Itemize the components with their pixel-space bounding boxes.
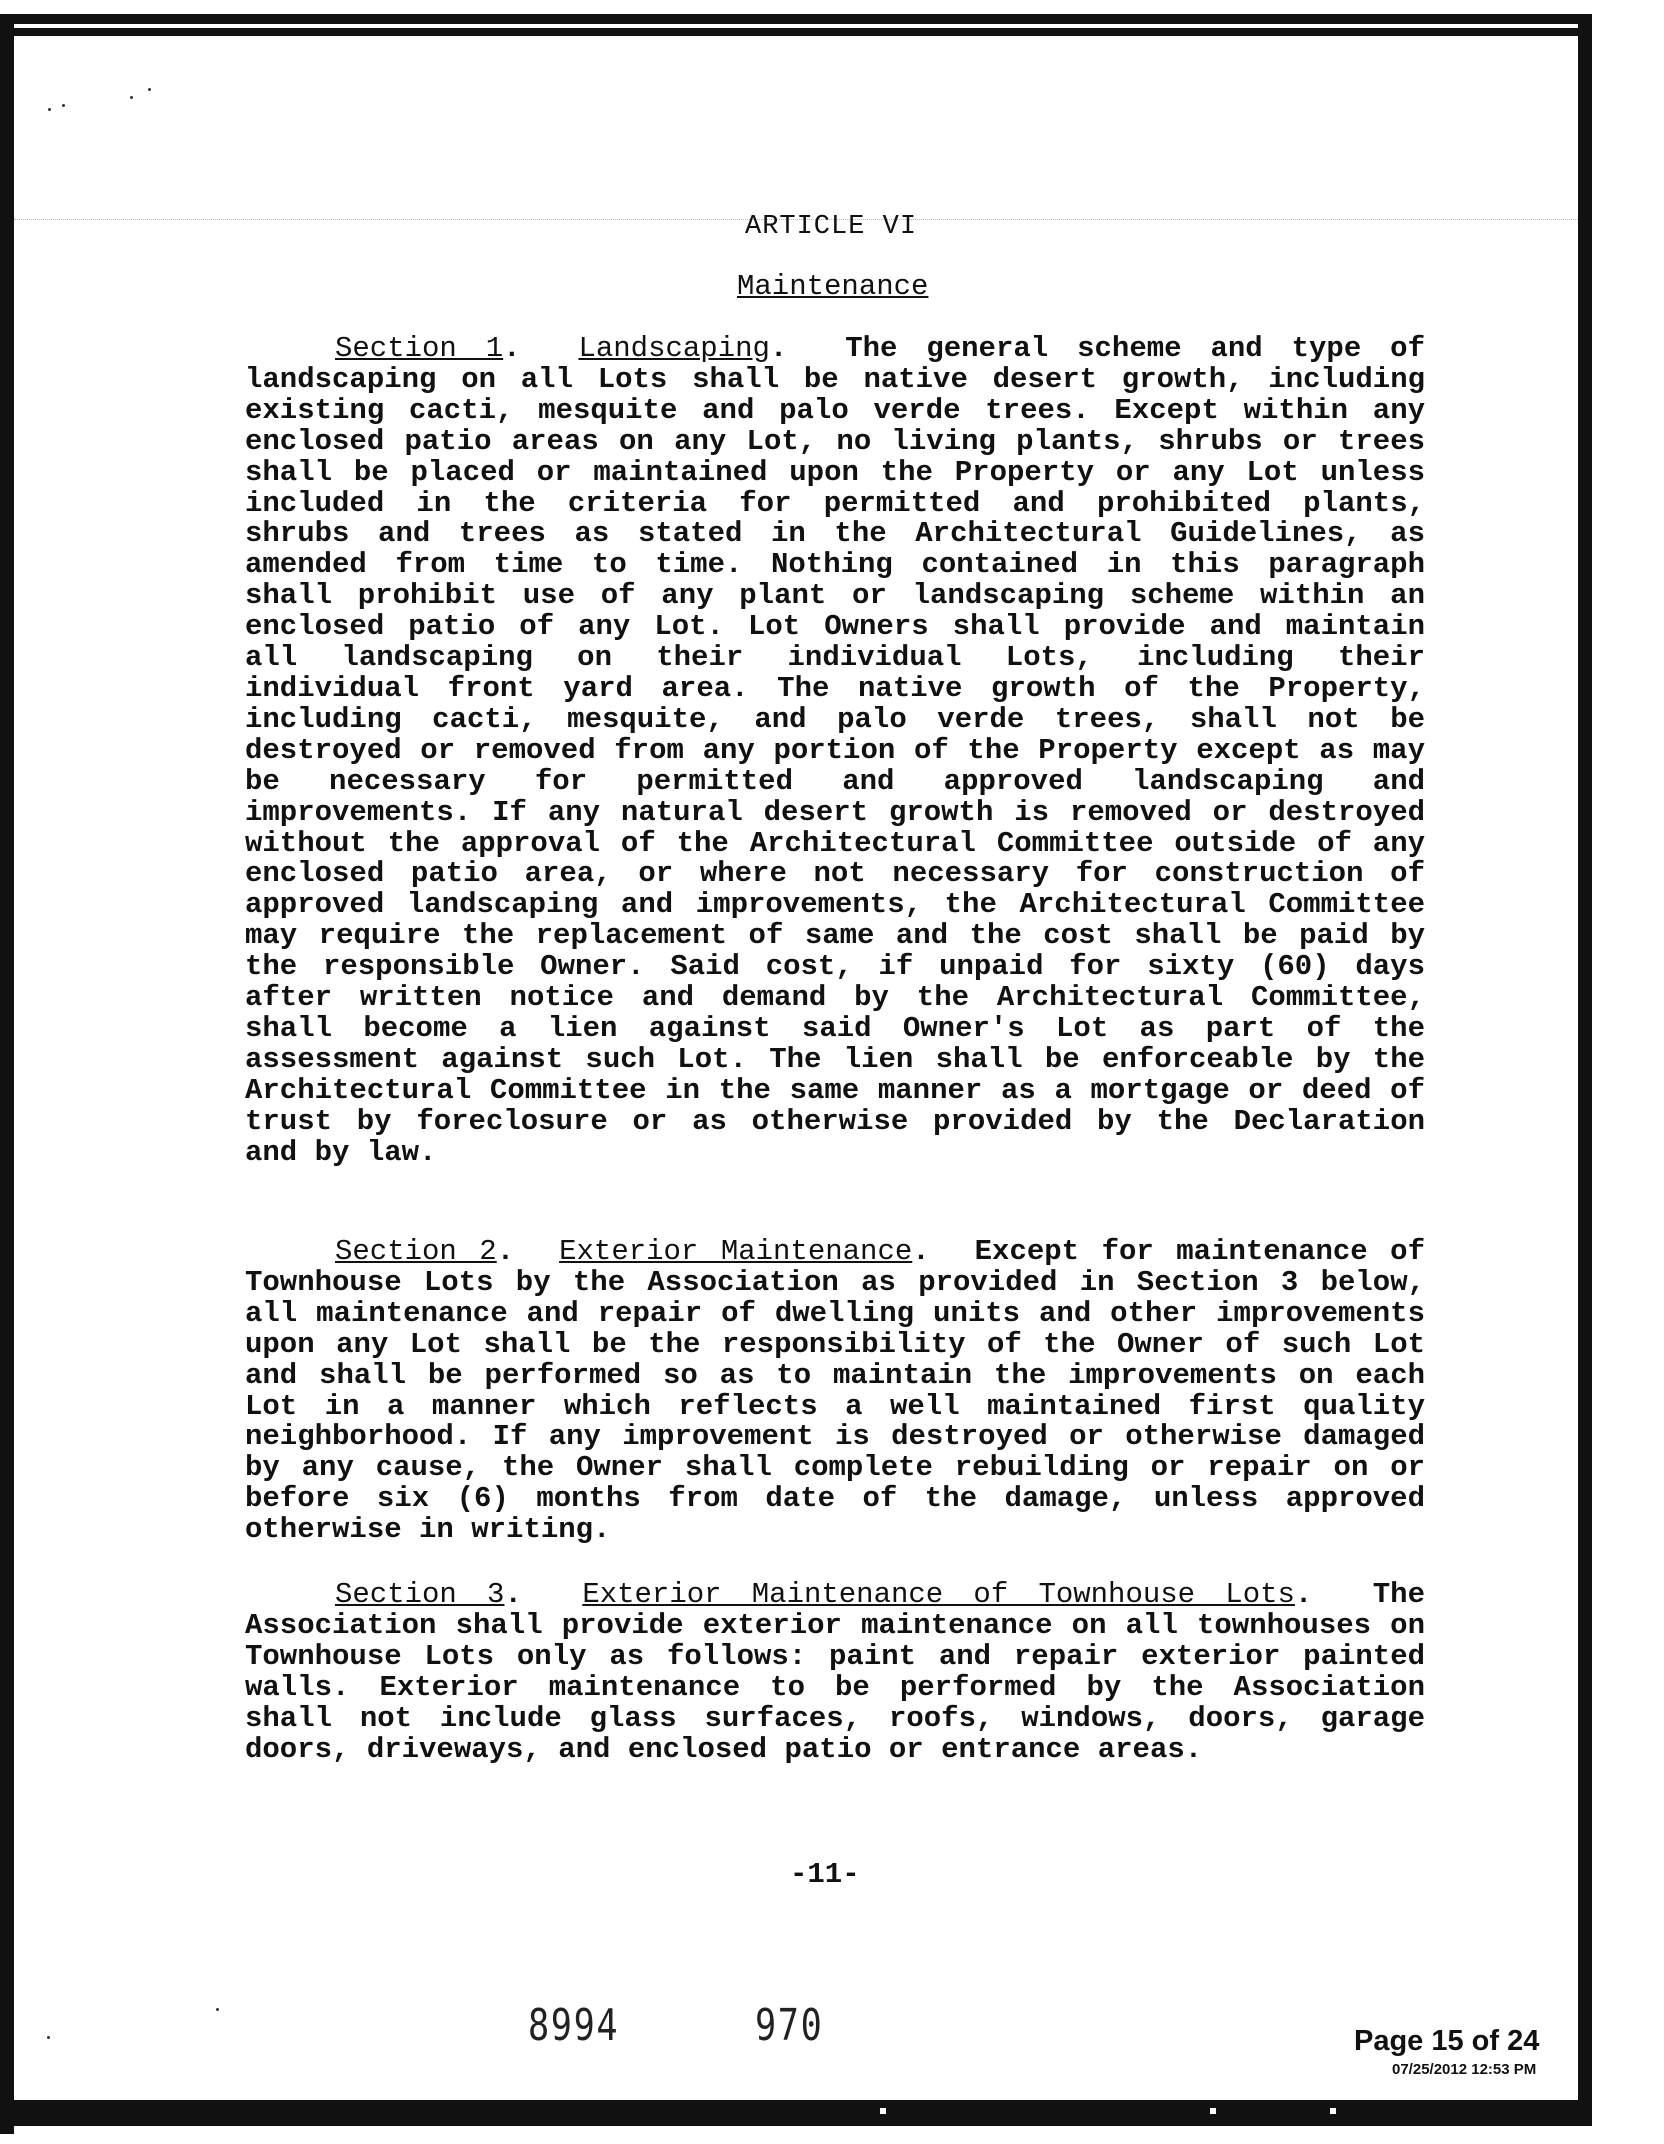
- scan-dot: [47, 2036, 50, 2039]
- scan-border-left: [0, 14, 14, 2134]
- scan-bar-top-2: [0, 28, 1590, 36]
- section-1-body: The general scheme and type of landscaping on all Lots shall be native desert growth, including existing cacti, mesquite and palo verde trees. Except within any enclosed patio areas on any Lot, no living plants, shrubs or trees shall be placed or maintained upon the Property or any Lot unless included in the criteria for permitted and prohibited plants, shrubs and trees as stated in the Architectural Guidelines, as amended from time to time. Nothing contained in this paragraph shall prohibit use of any plant or landscaping scheme within an enclosed patio of any Lot. Lot Owners shall provide and maintain all landscaping on their individual Lots, including their individual front yard area. The native growth of the Property, including cacti, mesquite, and palo verde trees, shall not be destroyed or removed from any portion of the Property except as may be necessary for permitted and approved landscaping and improvements. If any natural desert growth is removed or destroyed without the approval of the Architectural Committee outside of any enclosed patio area, or where not necessary for construction of approved landscaping and improvements, the Architectural Committee may require the replacement of same and the cost shall be paid by the responsible Owner. Said cost, if unpaid for sixty (60) days after written notice and demand by the Architectural Committee, shall become a lien against said Owner's Lot as part of the assessment against such Lot. The lien shall be enforceable by the Architectural Committee in the same manner as a mortgage or deed of trust by foreclosure or as otherwise provided by the Declaration and by law.: [245, 332, 1425, 1169]
- scan-bar-top-1: [0, 14, 1590, 24]
- scan-dot: [48, 108, 51, 111]
- scan-dot: [148, 88, 151, 91]
- page-counter: Page 15 of 24: [1354, 2025, 1540, 2057]
- article-heading: Maintenance: [737, 270, 929, 303]
- section-2-paragraph: Section 2. Exterior Maintenance. Except for maintenance of Townhouse Lots by the Association as provided in Section 3 below, all maintenance and repair of dwelling units and other improvements upon any Lot shall be the responsibility of the Owner of such Lot and shall be performed so as to maintain the improvements on each Lot in a manner which reflects a well maintained first quality neighborhood. If any improvement is destroyed or otherwise damaged by any cause, the Owner shall complete rebuilding or repair on or before six (6) months from date of the damage, unless approved otherwise in writing.: [245, 1235, 1425, 1547]
- scan-border-top: [0, 0, 1664, 38]
- section-3-title: Exterior Maintenance of Townhouse Lots: [582, 1578, 1295, 1611]
- section-3-label: Section 3: [335, 1578, 505, 1611]
- section-1-label: Section 1: [335, 332, 504, 365]
- scan-dot: [216, 2008, 219, 2011]
- recording-stamp-book: 8994: [528, 2000, 620, 2051]
- scan-speck: [880, 2108, 886, 2114]
- article-title: ARTICLE VI: [745, 212, 918, 242]
- section-1-paragraph: Section 1. Landscaping. The general scheme and type of landscaping on all Lots shall be native desert growth, including existing cacti, mesquite and palo verde trees. Except within any enclosed patio areas on any Lot, no living plants, shrubs or trees shall be placed or maintained upon the Property or any Lot unless included in the criteria for permitted and prohibited plants, shrubs and trees as stated in the Architectural Guidelines, as amended from time to time. Nothing contained in this paragraph shall prohibit use of any plant or landscaping scheme within an enclosed patio of any Lot. Lot Owners shall provide and maintain all landscaping on their individual Lots, including their individual front yard area. The native growth of the Property, including cacti, mesquite, and palo verde trees, shall not be destroyed or removed from any portion of the Property except as may be necessary for permitted and approved landscaping and improvements. If any natural desert growth is removed or destroyed without the approval of the Architectural Committee outside of any enclosed patio area, or where not necessary for construction of approved landscaping and improvements, the Architectural Committee may require the replacement of same and the cost shall be paid by the responsible Owner. Said cost, if unpaid for sixty (60) days after written notice and demand by the Architectural Committee, shall become a lien against said Owner's Lot as part of the assessment against such Lot. The lien shall be enforceable by the Architectural Committee in the same manner as a mortgage or deed of trust by foreclosure or as otherwise provided by the Declaration and by law.: [245, 332, 1425, 1169]
- scan-dot: [130, 96, 133, 99]
- scan-dot: [62, 104, 65, 107]
- scan-border-right: [1578, 14, 1592, 2114]
- recording-stamp-page: 970: [755, 2000, 824, 2051]
- section-1-title: Landscaping: [578, 332, 770, 365]
- section-2-body: Except for maintenance of Townhouse Lots by the Association as provided in Section 3 below, all maintenance and repair of dwelling units and other improvements upon any Lot shall be the responsibility of the Owner of such Lot and shall be performed so as to maintain the improvements on each Lot in a manner which reflects a well maintained first quality neighborhood. If any improvement is destroyed or otherwise damaged by any cause, the Owner shall complete rebuilding or repair on or before six (6) months from date of the damage, unless approved otherwise in writing.: [245, 1235, 1425, 1547]
- scan-speck: [1210, 2108, 1216, 2114]
- section-2-label: Section 2: [335, 1235, 497, 1268]
- section-2-title: Exterior Maintenance: [559, 1235, 913, 1268]
- section-3-body: The Association shall provide exterior maintenance on all townhouses on Townhouse Lots only as follows: paint and repair exterior painted walls. Exterior maintenance to be performed by the Association shall not include glass surfaces, roofs, windows, doors, garage doors, driveways, and enclosed patio or entrance areas.: [245, 1578, 1425, 1766]
- scan-right-strip: [1650, 0, 1664, 2144]
- print-timestamp: 07/25/2012 12:53 PM: [1392, 2061, 1537, 2078]
- scan-border-bottom: [0, 2100, 1592, 2126]
- section-3-paragraph: Section 3. Exterior Maintenance of Townhouse Lots. The Association shall provide exterior maintenance on all townhouses on Townhouse Lots only as follows: paint and repair exterior painted walls. Exterior maintenance to be performed by the Association shall not include glass surfaces, roofs, windows, doors, garage doors, driveways, and enclosed patio or entrance areas.: [245, 1578, 1425, 1766]
- page-number: -11-: [790, 1858, 860, 1891]
- scan-speck: [1330, 2108, 1336, 2114]
